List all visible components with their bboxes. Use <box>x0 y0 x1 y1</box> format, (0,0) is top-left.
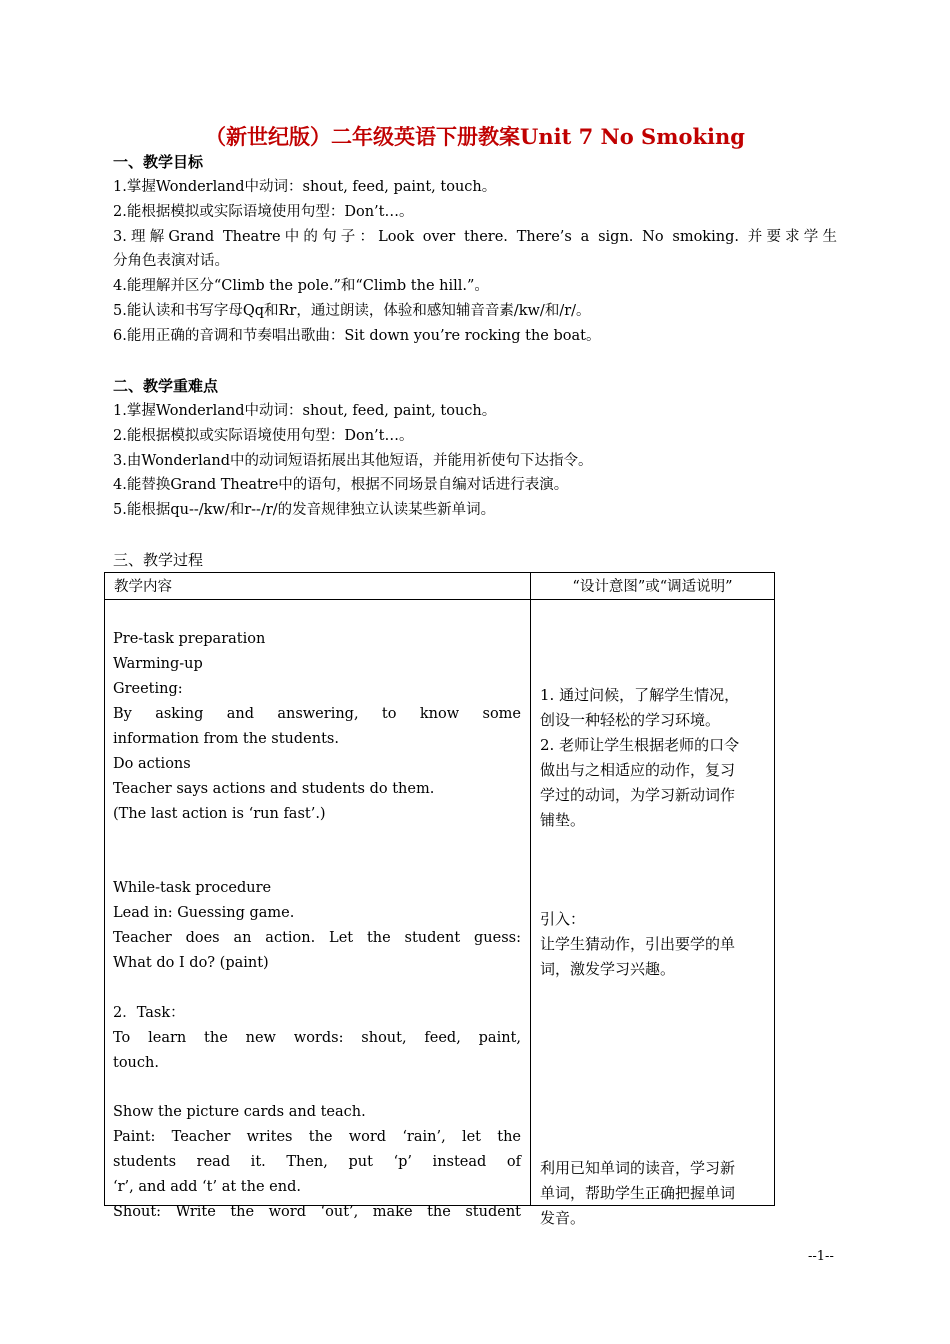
header-label-intent: “设计意图”或“调适说明” <box>572 579 733 595</box>
content-line: By asking and answering, to know some <box>113 706 521 722</box>
key-point-item: 2.能根据模拟或实际语境使用句型：Don’t…。 <box>113 428 414 444</box>
intent-line: 词，激发学习兴趣。 <box>540 960 676 978</box>
header-cell-intent <box>531 573 775 600</box>
content-cell <box>105 600 531 1220</box>
intent-line: 2. 老师让学生根据老师的口令 <box>540 736 740 754</box>
content-line: Teacher says actions and students do them. <box>113 781 435 797</box>
objective-item: 2.能根据模拟或实际语境使用句型：Don’t…。 <box>113 204 414 220</box>
intent-line: 利用已知单词的读音，学习新 <box>540 1159 736 1177</box>
objective-item: 1.掌握Wonderland中动词：shout, feed, paint, touch。 <box>113 179 497 195</box>
key-point-item: 1.掌握Wonderland中动词：shout, feed, paint, touch。 <box>113 403 497 419</box>
content-line: (The last action is ‘run fast’.) <box>113 806 326 822</box>
header-label-content: 教学内容 <box>114 579 172 595</box>
intent-line: 发音。 <box>540 1209 586 1227</box>
key-point-item: 4.能替换Grand Theatre中的语句，根据不同场景自编对话进行表演。 <box>113 477 569 493</box>
content-line: What do I do? (paint) <box>113 955 269 971</box>
content-line: 2．Task： <box>113 1005 185 1021</box>
intent-line: 创设一种轻松的学习环境。 <box>540 711 721 729</box>
content-line: While-task procedure <box>113 880 272 896</box>
section-heading-key-points: 二、教学重难点 <box>113 377 219 395</box>
content-line: Lead in: Guessing game. <box>113 905 295 921</box>
section-heading-objectives: 一、教学目标 <box>113 153 204 171</box>
content-line: Paint: Teacher writes the word ‘rain’, let the <box>113 1129 521 1145</box>
intent-line: 1. 通过问候，了解学生情况， <box>540 686 740 704</box>
teaching-process-table <box>104 572 775 1227</box>
content-line: Show the picture cards and teach. <box>113 1104 366 1120</box>
content-line: Pre-task preparation <box>113 631 266 647</box>
intent-line: 单词，帮助学生正确把握单词 <box>540 1184 736 1202</box>
content-line: Greeting: <box>113 681 183 697</box>
key-point-item: 5.能根据qu--/kw/和r--/r/的发音规律独立认读某些新单词。 <box>113 502 496 518</box>
key-point-item: 3.由Wonderland中的动词短语拓展出其他短语，并能用祈使句下达指令。 <box>113 453 593 469</box>
table-row <box>105 600 775 1206</box>
intent-line: 引入： <box>540 910 586 928</box>
header-cell-content <box>105 573 531 600</box>
objective-item: 4.能理解并区分“Climb the pole.”和“Climb the hill.”。 <box>113 278 489 294</box>
content-line: Do actions <box>113 756 191 772</box>
intent-cell <box>531 600 775 1227</box>
intent-line: 学过的动词，为学习新动词作 <box>540 786 736 804</box>
content-line: touch. <box>113 1055 159 1071</box>
intent-line: 铺垫。 <box>540 811 586 829</box>
objective-item: 6.能用正确的音调和节奏唱出歌曲：Sit down you’re rocking the boat。 <box>113 328 601 344</box>
content-line: students read it. Then, put ‘p’ instead of <box>113 1154 521 1170</box>
content-line: Teacher does an action. Let the student guess: <box>113 930 521 946</box>
content-line: To learn the new words: shout, feed, paint, <box>113 1030 521 1046</box>
objective-item: 分角色表演对话。 <box>113 253 229 269</box>
content-line: Warming-up <box>113 656 203 672</box>
intent-line: 做出与之相适应的动作，复习 <box>540 761 736 779</box>
section-heading-process: 三、教学过程 <box>113 551 204 569</box>
content-line: Shout: Write the word ‘out’, make the student <box>113 1204 521 1220</box>
content-line: ‘r’, and add ‘t’ at the end. <box>113 1179 301 1195</box>
objective-item: 5.能认读和书写字母Qq和Rr，通过朗读，体验和感知辅音音素/kw/和/r/。 <box>113 303 591 319</box>
table-header-row <box>105 573 775 600</box>
document-title: （新世纪版）二年级英语下册教案Unit 7 No Smoking <box>205 124 745 149</box>
page-number: --1-- <box>808 1249 834 1264</box>
objective-item: 3.理解Grand Theatre中的句子：Look over there. There’s a sign. No smoking. 并要求学生 <box>113 229 837 245</box>
content-line: information from the students. <box>113 731 339 747</box>
intent-line: 让学生猜动作，引出要学的单 <box>540 935 736 953</box>
